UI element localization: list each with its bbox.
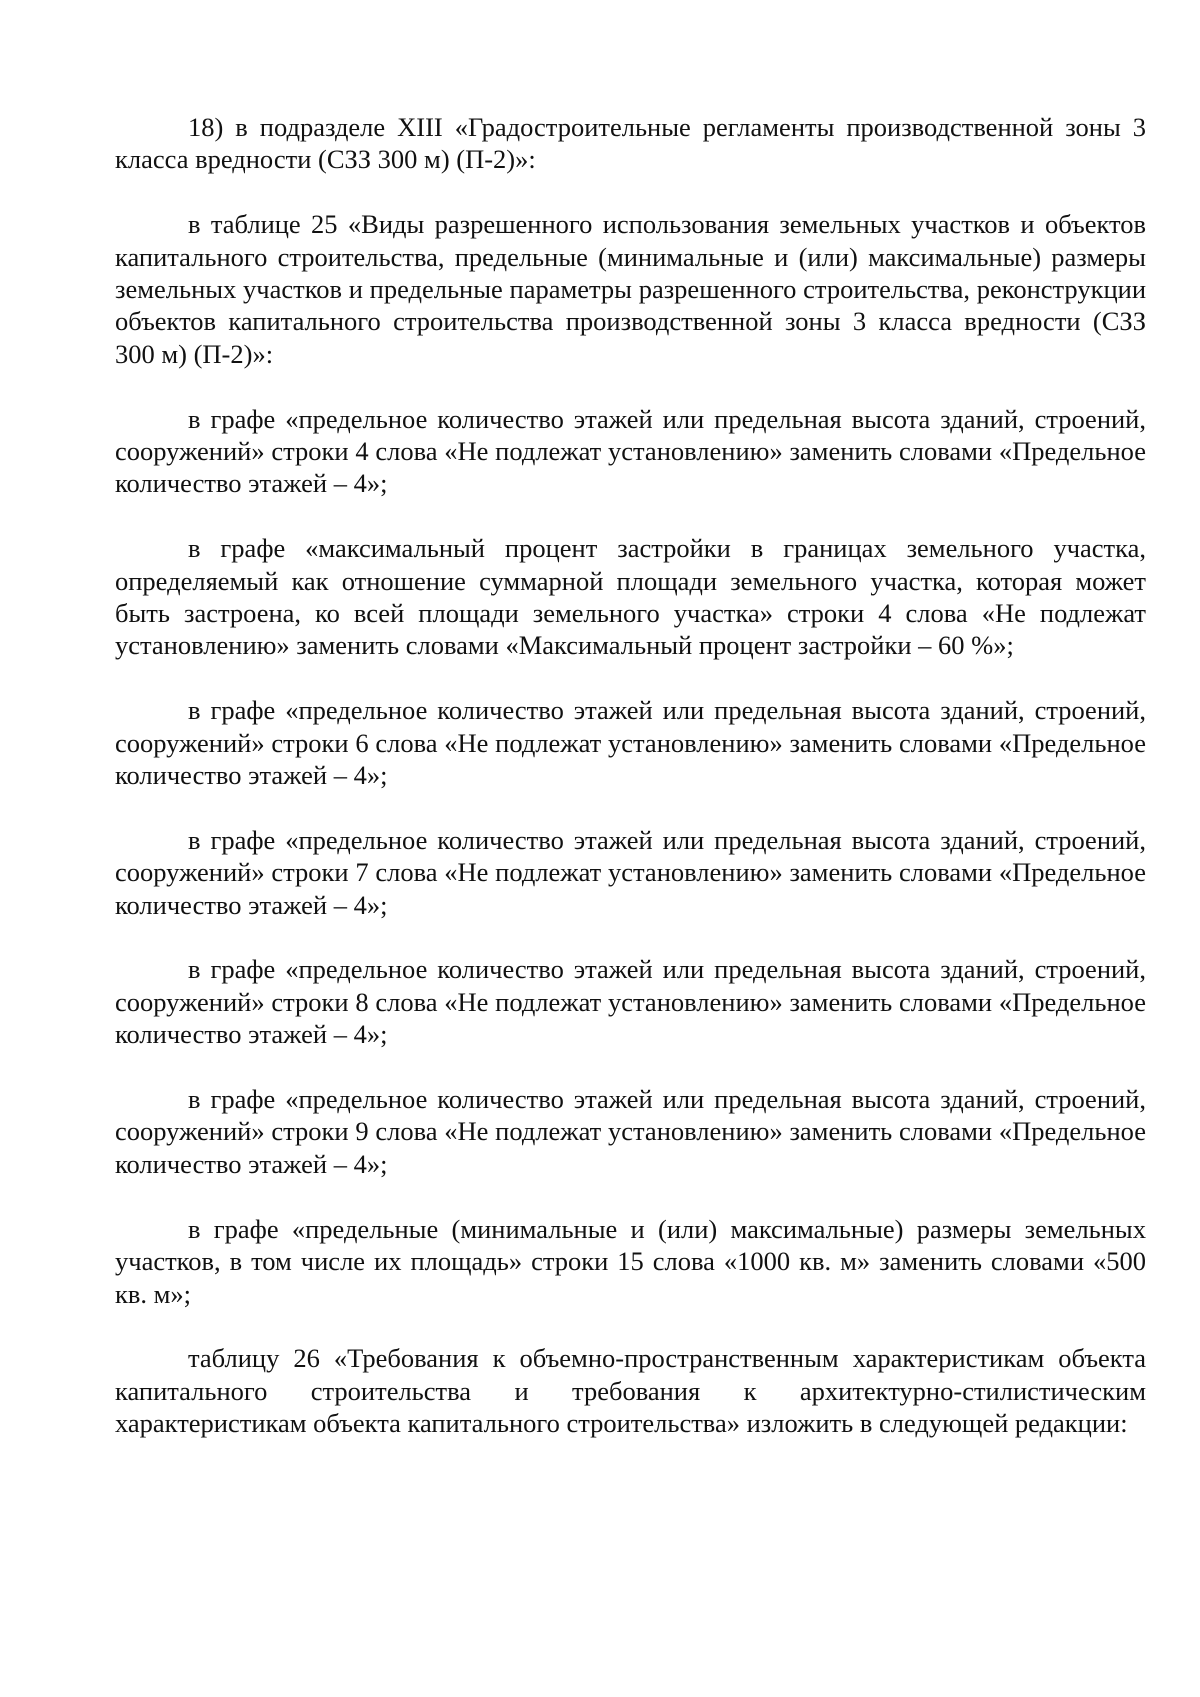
- paragraph-gap: [115, 500, 1146, 532]
- paragraph-gap: [115, 1051, 1146, 1083]
- paragraph-row-7-floors: в графе «предельное количество этажей или предельная высота зданий, строений, сооружений» строки 7 слова «Не подлежат установлению» заменить словами «Предельное количество этажей – 4»;: [115, 824, 1146, 920]
- paragraph-gap: [115, 1310, 1146, 1342]
- paragraph-gap: [115, 791, 1146, 823]
- paragraph-subsection-xiii: 18) в подразделе XIII «Градостроительные регламенты производственной зоны 3 класса вредности (СЗЗ 300 м) (П-2)»:: [115, 112, 1146, 175]
- paragraph-row-9-floors: в графе «предельное количество этажей или предельная высота зданий, строений, сооружений» строки 9 слова «Не подлежат установлению» заменить словами «Предельное количество этажей – 4»;: [115, 1084, 1146, 1179]
- paragraph-row-15-area: в графе «предельные (минимальные и (или) максимальные) размеры земельных участков, в том числе их площадь» строки 15 слова «1000 кв. м» заменить словами «500 кв. м»;: [115, 1213, 1146, 1309]
- paragraph-row-4-floors: в графе «предельное количество этажей или предельная высота зданий, строений, сооружений» строки 4 слова «Не подлежат установлению» заменить словами «Предельное количество этажей – 4»;: [115, 403, 1146, 499]
- paragraph-gap: [115, 662, 1146, 694]
- paragraph-gap: [115, 1180, 1146, 1212]
- paragraph-gap: [115, 176, 1146, 208]
- paragraph-row-4-coverage: в графе «максимальный процент застройки в границах земельного участка, определяемый как отношение суммарной площади земельного участка, которая может быть застроена, ко всей площади земельного участка» строки 4 слова «Не подлежат установлению» заменить словами «Максимальный процент застройки – 60 %»;: [115, 533, 1146, 661]
- paragraph-row-6-floors: в графе «предельное количество этажей или предельная высота зданий, строений, сооружений» строки 6 слова «Не подлежат установлению» заменить словами «Предельное количество этажей – 4»;: [115, 695, 1146, 791]
- paragraph-table-26: таблицу 26 «Требования к объемно-пространственным характеристикам объекта капитального строительства и требования к архитектурно-стилистическим характеристикам объекта капитального строительства» изложить в следующей редакции:: [115, 1343, 1146, 1439]
- paragraph-gap: [115, 921, 1146, 953]
- paragraph-gap: [115, 370, 1146, 402]
- paragraph-table-25: в таблице 25 «Виды разрешенного использования земельных участков и объектов капитального строительства, предельные (минимальные и (или) максимальные) размеры земельных участков и предельные параметры разрешенного строительства, реконструкции объектов капитального строительства производственной зоны 3 класса вредности (СЗЗ 300 м) (П-2)»:: [115, 209, 1146, 369]
- paragraph-row-8-floors: в графе «предельное количество этажей или предельная высота зданий, строений, сооружений» строки 8 слова «Не подлежат установлению» заменить словами «Предельное количество этажей – 4»;: [115, 954, 1146, 1050]
